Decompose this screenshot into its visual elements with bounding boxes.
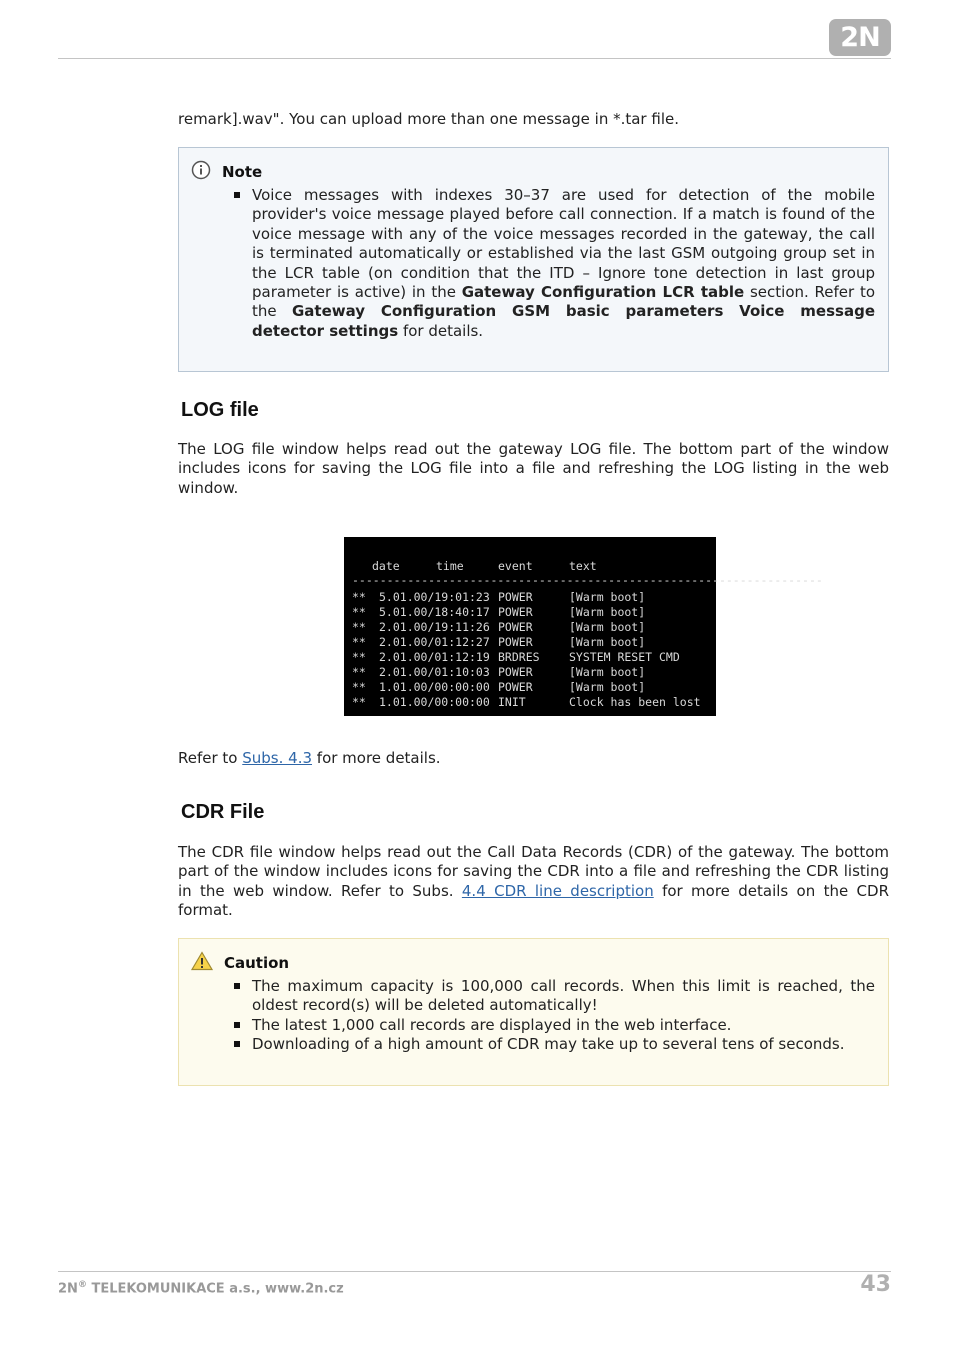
brand-logo: 2N [829, 19, 891, 56]
terminal-header-time: time [436, 559, 464, 573]
terminal-cell-mark: ** [352, 620, 366, 634]
caution-header [191, 951, 289, 975]
header-divider [58, 58, 891, 59]
terminal-cell-mark: ** [352, 605, 366, 619]
caution-item: The latest 1,000 call records are displayed in the web interface. [252, 1016, 875, 1035]
terminal-cell-text: [Warm boot] [569, 605, 646, 619]
terminal-cell-date: 1.01.00/00:00:00 [379, 695, 490, 709]
terminal-cell-text: [Warm boot] [569, 620, 646, 634]
terminal-cell-date: 2.01.00/19:11:26 [379, 620, 490, 634]
caution-item: Downloading of a high amount of CDR may take up to several tens of seconds. [252, 1035, 875, 1054]
terminal-cell-mark: ** [352, 665, 366, 679]
note-title: Note [222, 163, 263, 181]
caution-title: Caution [224, 954, 290, 972]
terminal-cell-text: Clock has been lost [569, 695, 701, 709]
terminal-cell-text: [Warm boot] [569, 590, 646, 604]
intro-paragraph: remark].wav". You can upload more than one message in *.tar file. [178, 110, 679, 128]
terminal-cell-mark: ** [352, 695, 366, 709]
terminal-header-row [352, 559, 597, 574]
terminal-cell-mark: ** [352, 590, 366, 604]
caution-item: The maximum capacity is 100,000 call records. When this limit is reached, the oldest record(s) will be deleted automatically! [252, 977, 875, 1015]
terminal-cell-event: POWER [498, 680, 533, 694]
terminal-cell-event: BRDRES [498, 650, 540, 664]
log-terminal-image [344, 537, 823, 716]
log-file-paragraph: The LOG file window helps read out the gateway LOG file. The bottom part of the window includes icons for saving the LOG file into a file and refreshing the LOG listing in the web window. [178, 440, 889, 497]
terminal-cell-text: SYSTEM RESET CMD [569, 650, 680, 664]
cdr-line-description-link[interactable]: 4.4 CDR line description [461, 881, 654, 900]
refer-paragraph: Refer to Subs. 4.3 for more details. [178, 749, 441, 767]
terminal-cell-event: POWER [498, 665, 533, 679]
note-list [252, 186, 875, 341]
terminal-cell-event: INIT [498, 695, 526, 709]
info-icon [191, 160, 211, 184]
footer-company: 2N® TELEKOMUNIKACE a.s., www.2n.cz [58, 1280, 344, 1297]
note-header [191, 160, 262, 184]
terminal-cell-event: POWER [498, 590, 533, 604]
log-file-heading: LOG file [181, 399, 259, 421]
terminal-cell-date: 5.01.00/18:40:17 [379, 605, 490, 619]
terminal-cell-date: 2.01.00/01:10:03 [379, 665, 490, 679]
warning-icon [191, 951, 213, 975]
terminal-cell-text: [Warm boot] [569, 680, 646, 694]
terminal-cell-event: POWER [498, 635, 533, 649]
terminal-header-date: date [372, 559, 400, 573]
terminal-separator: -------------------------------------------------------------------- [352, 573, 823, 587]
cdr-file-heading: CDR File [181, 801, 265, 823]
terminal-cell-text: [Warm boot] [569, 665, 646, 679]
terminal-cell-event: POWER [498, 605, 533, 619]
terminal-cell-mark: ** [352, 680, 366, 694]
cdr-file-paragraph: The CDR file window helps read out the Call Data Records (CDR) of the gateway. The bottom part of the window includes icons for saving the CDR into a file and refreshing the CDR listing in the web window. Refer to Subs. 4.4 CDR line description for more details on the CDR format. [178, 843, 890, 920]
terminal-cell-text: [Warm boot] [569, 635, 646, 649]
terminal-cell-mark: ** [352, 650, 366, 664]
terminal-cell-date: 5.01.00/19:01:23 [379, 590, 490, 604]
note-box [178, 147, 889, 372]
terminal-cell-mark: ** [352, 635, 366, 649]
page-number: 43 [860, 1272, 891, 1297]
terminal-cell-date: 2.01.00/01:12:27 [379, 635, 490, 649]
footer-divider [58, 1271, 891, 1272]
terminal-header-text: text [569, 559, 597, 573]
subs-4-3-link[interactable]: Subs. 4.3 [242, 749, 313, 767]
note-item: Voice messages with indexes 30–37 are used for detection of the mobile provider's voice message played before call connection. If a match is found of the voice message with any of the voice messages recorded in the gateway, the call is terminated automatically or established via the last GSM outgoing group set in the LCR table (on condition that the ITD – Ignore tone detection in last group parameter is active) in the Gateway Configuration LCR table section. Refer to the Gateway Configuration GSM basic parameters Voice message detector settings for details. [252, 186, 875, 340]
terminal-cell-date: 2.01.00/01:12:19 [379, 650, 490, 664]
terminal-cell-event: POWER [498, 620, 533, 634]
terminal-header-event: event [498, 559, 533, 573]
caution-list [252, 977, 875, 1055]
caution-box [178, 938, 889, 1086]
terminal-cell-date: 1.01.00/00:00:00 [379, 680, 490, 694]
